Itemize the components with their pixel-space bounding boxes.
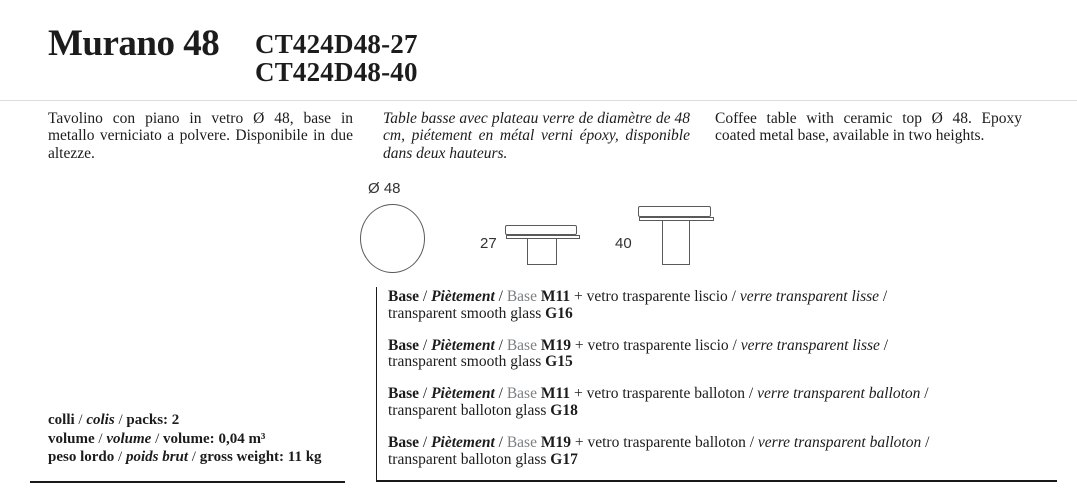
base-code: M19 — [540, 433, 571, 451]
product-code-2: CT424D48-40 — [255, 57, 418, 87]
product-title: Murano 48 — [48, 23, 220, 64]
option-row-1: Base / Piètement / Base M11 + vetro trasparente liscio / verre transparent lisse / transparent smooth glass G16 — [388, 288, 888, 322]
volume-value: 0,04 m³ — [218, 430, 266, 447]
option-label-it: Base — [388, 433, 419, 451]
bottom-rule-left — [30, 481, 345, 483]
option-label-it: Base — [388, 336, 419, 354]
table-40-base — [662, 221, 690, 265]
glass-fr: verre transparent balloton — [757, 385, 921, 403]
glass-it: + vetro trasparente balloton / — [574, 433, 758, 451]
glass-it: + vetro trasparente liscio / — [574, 336, 741, 354]
glass-code: G18 — [550, 401, 578, 419]
description-english: Coffee table with ceramic top Ø 48. Epoxy coated metal base, available in two heights. — [715, 110, 1022, 145]
height-27-label: 27 — [480, 235, 497, 252]
base-code: M11 — [540, 385, 571, 403]
spec-row-gross-weight: peso lordo / poids brut / gross weight: 11 kg — [48, 449, 322, 466]
height-40-label: 40 — [615, 235, 632, 252]
product-codes — [255, 30, 418, 86]
option-label-en: Base — [506, 433, 537, 451]
product-code-1: CT424D48-27 — [255, 29, 418, 59]
glass-en: / transparent balloton glass — [388, 433, 930, 468]
glass-en: / transparent smooth glass — [388, 336, 889, 371]
option-label-it: Base — [388, 288, 419, 305]
glass-it: + vetro trasparente liscio / — [574, 288, 740, 305]
glass-fr: verre transparent balloton — [757, 433, 922, 451]
base-code: M11 — [540, 288, 571, 305]
glass-it: + vetro trasparente balloton / — [574, 385, 758, 403]
option-label-en: Base — [506, 336, 537, 354]
option-row-2: Base / Piètement / Base M19 + vetro trasparente liscio / verre transparent lisse / transparent smooth glass G15 — [388, 336, 889, 371]
option-label-fr: Piètement — [431, 336, 495, 354]
options-left-border — [376, 287, 377, 480]
glass-code: G16 — [545, 304, 573, 322]
glass-code: G17 — [550, 450, 578, 468]
options-list — [388, 289, 954, 483]
spec-row-packs: colli / colis / packs: 2 — [48, 412, 180, 428]
glass-en: / transparent balloton glass — [388, 385, 929, 419]
glass-code: G15 — [545, 353, 573, 371]
option-label-it: Base — [388, 385, 419, 403]
table-27-top — [505, 225, 577, 235]
table-27-base — [527, 239, 557, 265]
option-label-fr: Piètement — [431, 433, 495, 451]
packs-value: 2 — [171, 412, 180, 428]
option-row-3: Base / Piètement / Base M11 + vetro trasparente balloton / verre transparent balloton / transparent balloton glass G18 — [388, 385, 929, 419]
table-40-top — [638, 206, 711, 217]
base-code: M19 — [540, 336, 571, 354]
option-label-en: Base — [506, 288, 537, 305]
diameter-label: Ø 48 — [368, 180, 401, 197]
description-french: Table basse avec plateau verre de diamètre de 48 cm, piétement en métal verni époxy, disponible dans deux hauteurs. — [383, 110, 690, 162]
header-divider — [0, 100, 1077, 101]
option-row-4: Base / Piètement / Base M19 + vetro trasparente balloton / verre transparent balloton / transparent balloton glass G17 — [388, 433, 930, 468]
spec-row-volume: volume / volume / volume: 0,04 m³ — [48, 430, 266, 447]
glass-fr: verre transparent lisse — [740, 336, 880, 354]
glass-fr: verre transparent lisse — [739, 288, 880, 305]
option-label-fr: Piètement — [431, 385, 495, 403]
bottom-rule-right — [376, 480, 1057, 482]
packing-specs — [48, 411, 322, 467]
description-italian: Tavolino con piano in vetro Ø 48, base in metallo verniciato a polvere. Disponibile in due altezze. — [48, 110, 353, 162]
glass-en: / transparent smooth glass — [388, 288, 888, 322]
gross-weight-value: 11 kg — [287, 449, 322, 466]
table-top-view-circle — [360, 204, 425, 273]
option-label-fr: Piètement — [431, 288, 495, 305]
option-label-en: Base — [506, 385, 537, 403]
